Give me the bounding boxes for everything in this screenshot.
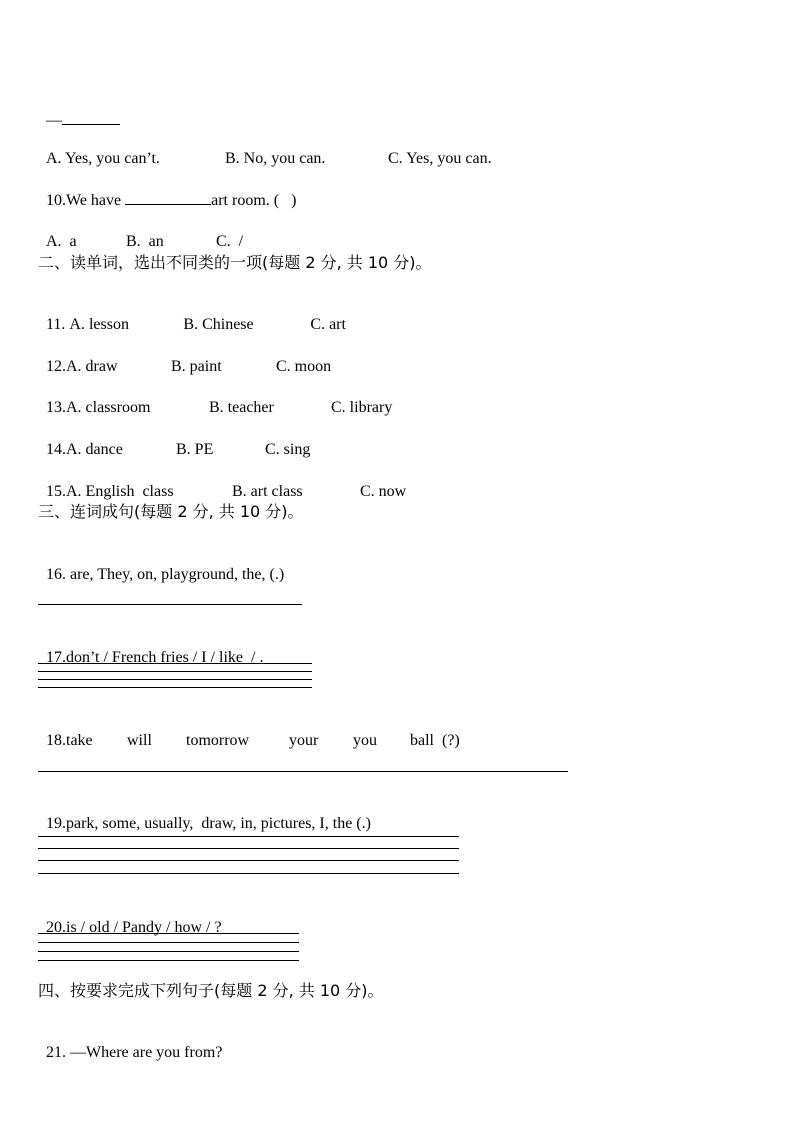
option-b[interactable]: B. Chinese [183, 316, 254, 333]
question-18 [38, 711, 460, 751]
answer-line[interactable] [38, 873, 459, 874]
option-a[interactable]: A. classroom [66, 399, 151, 416]
scrambled-word: will [127, 732, 152, 749]
scrambled-word: your [289, 732, 319, 749]
question-number: 12. [46, 358, 66, 375]
option-b[interactable]: B. No, you can. [225, 150, 326, 167]
question-number: 10. [46, 192, 66, 209]
section-heading: 四、按要求完成下列句子(每题 2 分, 共 10 分)。 [38, 981, 384, 1000]
answer-line[interactable] [38, 951, 299, 952]
answer-line[interactable] [38, 771, 568, 772]
question-text: don’t / French fries / I / like / . [66, 649, 264, 666]
dash-mark: — [46, 112, 62, 129]
scrambled-word: ball (?) [410, 732, 460, 749]
question-13 [38, 378, 392, 418]
option-a[interactable]: A. a [46, 233, 77, 250]
question-text: We have [66, 192, 122, 209]
answer-line[interactable] [38, 687, 312, 688]
paren-close: ) [291, 192, 297, 209]
option-b[interactable]: B. an [126, 233, 164, 250]
blank-field[interactable] [125, 190, 211, 205]
option-b[interactable]: B. PE [176, 441, 214, 458]
q10-options [38, 212, 243, 252]
question-number: 11. [46, 316, 66, 333]
option-c[interactable]: C. art [310, 316, 346, 333]
question-17 [38, 628, 263, 668]
question-text: park, some, usually, draw, in, pictures, I, the (.) [66, 815, 371, 832]
question-20 [38, 898, 222, 938]
question-text: art room. ( [211, 192, 280, 209]
answer-line[interactable] [38, 663, 312, 664]
question-number: 15. [46, 483, 66, 500]
answer-line[interactable] [38, 960, 299, 961]
answer-line[interactable] [38, 860, 459, 861]
question-text: —Where are you from? [70, 1044, 223, 1061]
option-c[interactable]: C. library [331, 399, 393, 416]
option-b[interactable]: B. paint [171, 358, 222, 375]
question-number: 13. [46, 399, 66, 416]
question-10 [38, 170, 296, 211]
answer-line[interactable] [38, 933, 299, 934]
question-number: 14. [46, 441, 66, 458]
question-12 [38, 337, 331, 377]
answer-blank-line[interactable] [38, 90, 120, 131]
question-number: 16. [46, 566, 66, 583]
answer-line[interactable] [38, 942, 299, 943]
answer-line[interactable] [38, 836, 459, 837]
question-number: 17. [46, 649, 66, 666]
question-15 [38, 462, 406, 502]
option-c[interactable]: C. moon [276, 358, 332, 375]
option-a[interactable]: A. dance [66, 441, 123, 458]
option-b[interactable]: B. art class [232, 483, 303, 500]
question-text: is / old / Pandy / how / ? [66, 919, 222, 936]
question-number: 20. [46, 919, 66, 936]
blank-field[interactable] [62, 110, 120, 125]
scrambled-word: you [353, 732, 377, 749]
question-14 [38, 420, 310, 460]
scrambled-word: tomorrow [186, 732, 250, 749]
question-21 [38, 1023, 222, 1063]
answer-line[interactable] [38, 679, 312, 680]
option-a[interactable]: A. English class [66, 483, 174, 500]
answer-line[interactable] [38, 671, 312, 672]
question-number: 18. [46, 732, 66, 749]
option-a[interactable]: A. lesson [69, 316, 129, 333]
section-heading: 三、连词成句(每题 2 分, 共 10 分)。 [38, 502, 304, 521]
question-16 [38, 545, 284, 585]
option-a[interactable]: A. draw [66, 358, 118, 375]
question-text: are, They, on, playground, the, (.) [70, 566, 285, 583]
question-19 [38, 794, 371, 834]
option-c[interactable]: C. now [360, 483, 407, 500]
question-number: 19. [46, 815, 66, 832]
answer-line[interactable] [38, 848, 459, 849]
section-heading: 二、读单词，选出不同类的一项(每题 2 分, 共 10 分)。 [38, 253, 432, 272]
option-a[interactable]: A. Yes, you can’t. [46, 150, 160, 167]
option-b[interactable]: B. teacher [209, 399, 274, 416]
question-11 [38, 295, 346, 335]
option-c[interactable]: C. sing [265, 441, 311, 458]
scrambled-word: take [66, 732, 93, 749]
answer-line[interactable] [38, 604, 302, 605]
question-number: 21. [46, 1044, 66, 1061]
q9-options [38, 129, 492, 169]
option-c[interactable]: C. Yes, you can. [388, 150, 492, 167]
option-c[interactable]: C. / [216, 233, 244, 250]
